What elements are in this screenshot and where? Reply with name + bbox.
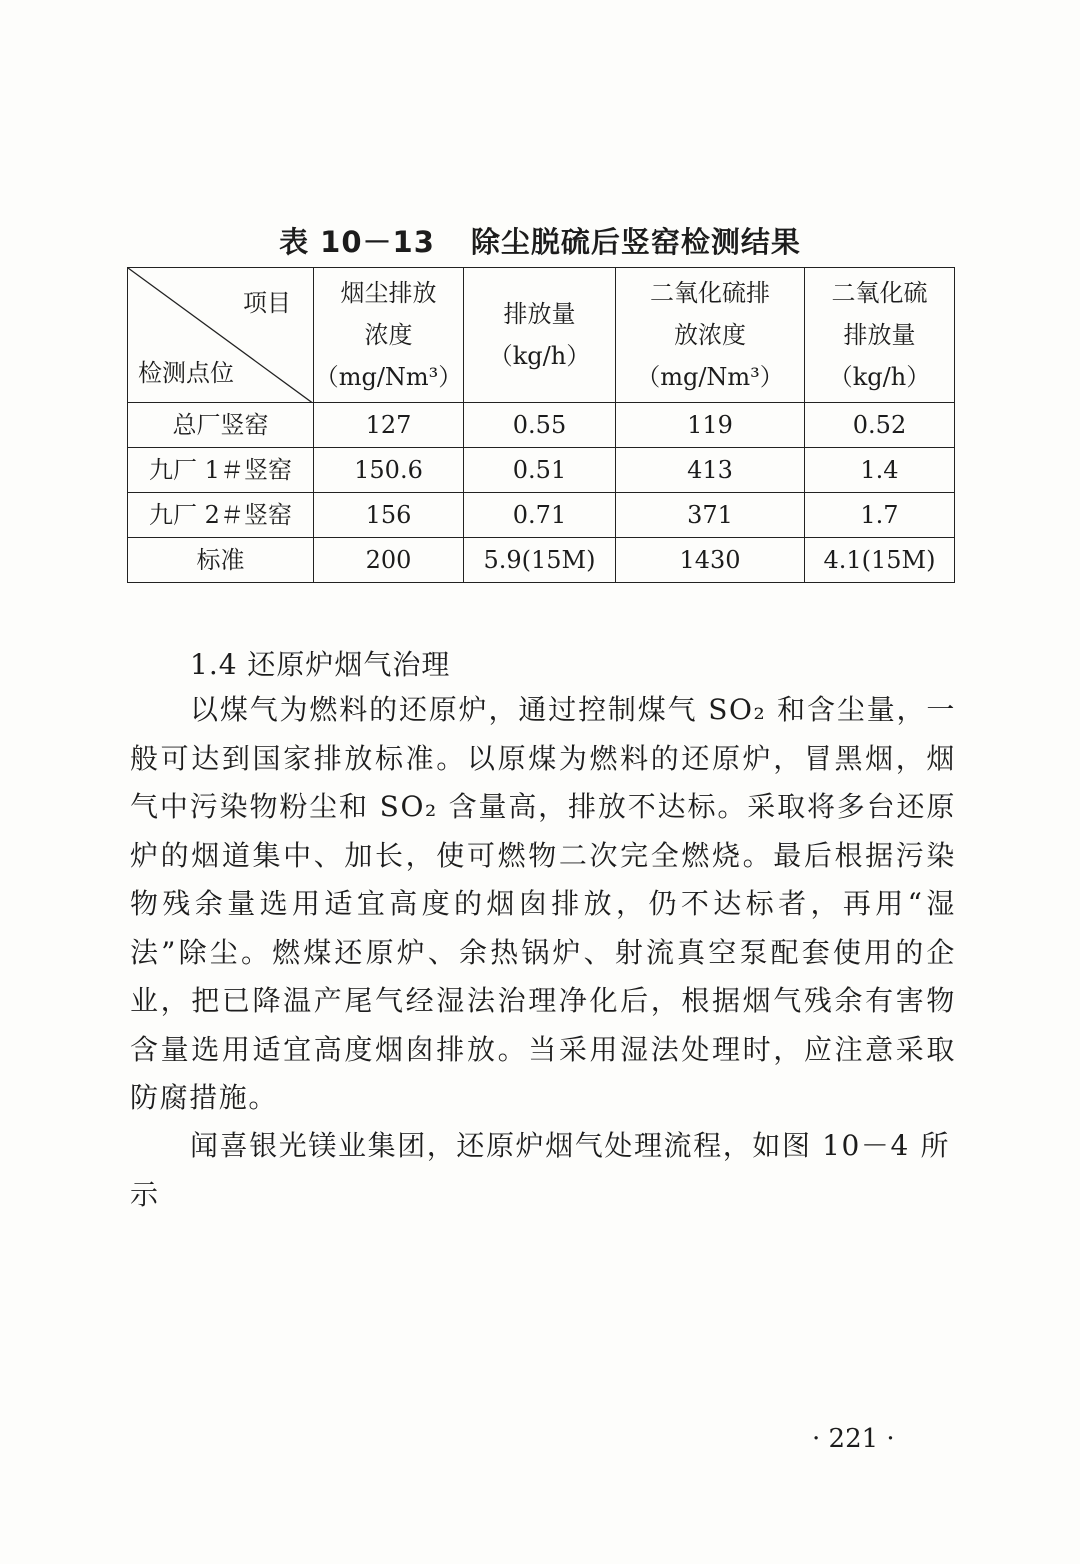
table-cell: 1.7 bbox=[805, 493, 955, 538]
table-row bbox=[128, 493, 955, 538]
table-number: 表 10－13 bbox=[279, 225, 435, 259]
table-cell: 150.6 bbox=[314, 448, 464, 493]
section-heading: 1.4 还原炉烟气治理 bbox=[190, 648, 451, 681]
table-cell: 1430 bbox=[616, 538, 805, 583]
corner-location-label: 检测点位 bbox=[138, 359, 234, 387]
table-cell: 0.55 bbox=[464, 403, 616, 448]
table-row bbox=[128, 538, 955, 583]
table-caption bbox=[0, 220, 1080, 261]
header-so2-concentration: 二氧化硫排 放浓度 （mg/Nm³） bbox=[616, 268, 805, 403]
table-cell: 127 bbox=[314, 403, 464, 448]
table-cell: 371 bbox=[616, 493, 805, 538]
table-header-row bbox=[128, 268, 955, 403]
row-label: 九厂 1＃竖窑 bbox=[128, 448, 314, 493]
body-paragraph: 以煤气为燃料的还原炉，通过控制煤气 SO₂ 和含尘量，一般可达到国家排放标准。以原煤为燃料的还原炉，冒黑烟，烟气中污染物粉尘和 SO₂ 含量高，排放不达标。采取将多台还原炉的烟道集中、加长，使可燃物二次完全燃烧。最后根据污染物残余量选用适宜高度的烟囱排放，仍不达标者，再用“湿法”除尘。燃煤还原炉、余热锅炉、射流真空泵配套使用的企业，把已降温产尾气经湿法治理净化后，根据烟气残余有害物含量选用适宜高度烟囱排放。当采用湿法处理时，应注意采取防腐措施。 bbox=[130, 693, 956, 1114]
corner-item-label: 项目 bbox=[243, 289, 291, 317]
table-row bbox=[128, 403, 955, 448]
table-cell: 119 bbox=[616, 403, 805, 448]
table-cell: 413 bbox=[616, 448, 805, 493]
results-table bbox=[127, 267, 955, 583]
header-dust-concentration: 烟尘排放 浓度 （mg/Nm³） bbox=[314, 268, 464, 403]
header-dust-emission: 排放量 （kg/h） bbox=[464, 268, 616, 403]
row-label: 总厂竖窑 bbox=[128, 403, 314, 448]
body-paragraph: 闻喜银光镁业集团，还原炉烟气处理流程，如图 10－4 所示 bbox=[130, 1129, 951, 1211]
row-label: 九厂 2＃竖窑 bbox=[128, 493, 314, 538]
corner-header-cell bbox=[128, 268, 314, 403]
table-cell: 0.71 bbox=[464, 493, 616, 538]
table-cell: 0.51 bbox=[464, 448, 616, 493]
page-number: · 221 · bbox=[812, 1424, 895, 1454]
table-cell: 156 bbox=[314, 493, 464, 538]
table-cell: 5.9(15M) bbox=[464, 538, 616, 583]
table-title: 除尘脱硫后竖窑检测结果 bbox=[470, 225, 801, 259]
table-cell: 1.4 bbox=[805, 448, 955, 493]
row-label: 标准 bbox=[128, 538, 314, 583]
table-row bbox=[128, 448, 955, 493]
header-so2-emission: 二氧化硫 排放量 （kg/h） bbox=[805, 268, 955, 403]
table-cell: 200 bbox=[314, 538, 464, 583]
table-cell: 0.52 bbox=[805, 403, 955, 448]
table-cell: 4.1(15M) bbox=[805, 538, 955, 583]
